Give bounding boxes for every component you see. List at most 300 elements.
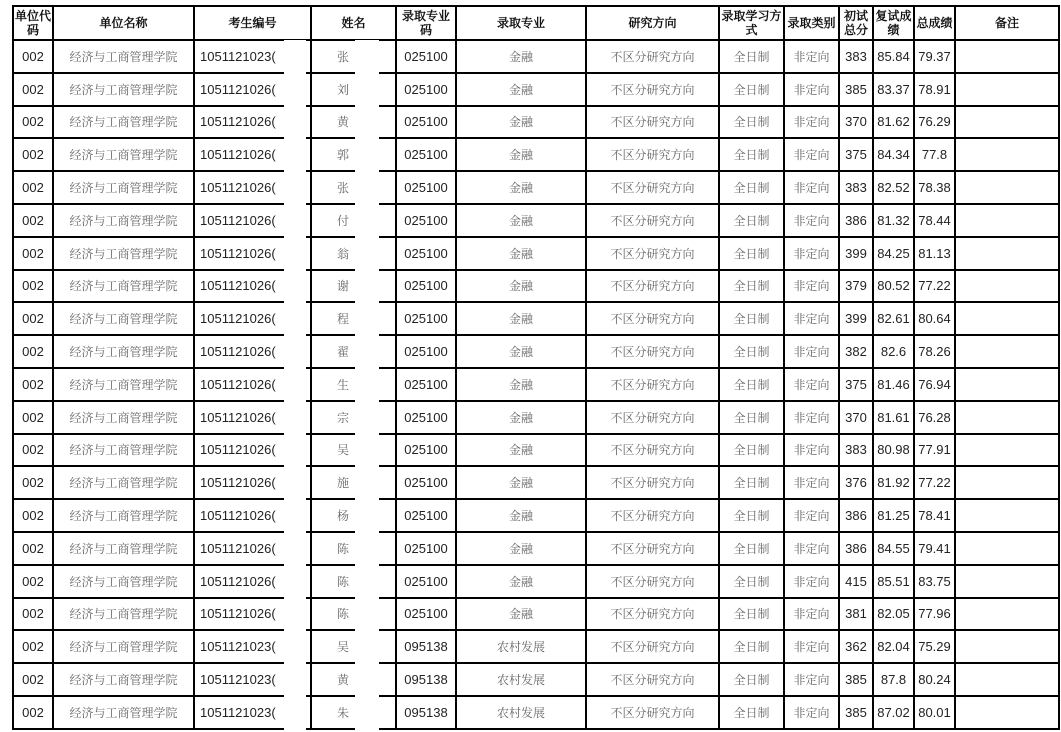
cell-unit-name: 经济与工商管理学院 bbox=[53, 466, 194, 499]
cell-total-score: 79.37 bbox=[914, 40, 955, 73]
cell-candidate-id: 1051121026( bbox=[194, 237, 311, 270]
cell-retest-score: 87.02 bbox=[873, 696, 914, 729]
header-research-direction: 研究方向 bbox=[586, 6, 719, 40]
cell-prelim-score: 399 bbox=[839, 237, 873, 270]
cell-unit-name: 经济与工商管理学院 bbox=[53, 171, 194, 204]
cell-unit-code: 002 bbox=[13, 73, 53, 106]
cell-candidate-id: 1051121023( bbox=[194, 630, 311, 663]
cell-admission-type: 非定向 bbox=[784, 73, 839, 106]
cell-candidate-id: 1051121026( bbox=[194, 598, 311, 631]
header-major-code: 录取专业码 bbox=[396, 6, 456, 40]
cell-prelim-score: 385 bbox=[839, 73, 873, 106]
table-row bbox=[13, 663, 1059, 696]
cell-study-mode: 全日制 bbox=[719, 171, 784, 204]
cell-candidate-id: 1051121026( bbox=[194, 106, 311, 139]
cell-candidate-id: 1051121026( bbox=[194, 73, 311, 106]
cell-prelim-score: 383 bbox=[839, 40, 873, 73]
cell-unit-code: 002 bbox=[13, 204, 53, 237]
cell-major-code: 025100 bbox=[396, 138, 456, 171]
cell-prelim-score: 385 bbox=[839, 663, 873, 696]
cell-research-direction: 不区分研究方向 bbox=[586, 434, 719, 467]
cell-name: 朱 bbox=[311, 696, 396, 729]
cell-major: 金融 bbox=[456, 40, 586, 73]
cell-remarks bbox=[955, 532, 1059, 565]
cell-research-direction: 不区分研究方向 bbox=[586, 532, 719, 565]
cell-remarks bbox=[955, 466, 1059, 499]
cell-unit-name: 经济与工商管理学院 bbox=[53, 499, 194, 532]
cell-candidate-id: 1051121023( bbox=[194, 663, 311, 696]
cell-major-code: 095138 bbox=[396, 663, 456, 696]
cell-admission-type: 非定向 bbox=[784, 138, 839, 171]
cell-major: 金融 bbox=[456, 368, 586, 401]
cell-unit-name: 经济与工商管理学院 bbox=[53, 302, 194, 335]
cell-major: 金融 bbox=[456, 106, 586, 139]
cell-research-direction: 不区分研究方向 bbox=[586, 138, 719, 171]
cell-admission-type: 非定向 bbox=[784, 40, 839, 73]
cell-admission-type: 非定向 bbox=[784, 270, 839, 303]
cell-remarks bbox=[955, 237, 1059, 270]
cell-name: 郭 bbox=[311, 138, 396, 171]
cell-total-score: 81.13 bbox=[914, 237, 955, 270]
cell-candidate-id: 1051121023( bbox=[194, 40, 311, 73]
cell-study-mode: 全日制 bbox=[719, 532, 784, 565]
cell-unit-name: 经济与工商管理学院 bbox=[53, 532, 194, 565]
cell-retest-score: 82.6 bbox=[873, 335, 914, 368]
cell-total-score: 80.24 bbox=[914, 663, 955, 696]
cell-name: 付 bbox=[311, 204, 396, 237]
cell-major-code: 025100 bbox=[396, 270, 456, 303]
cell-total-score: 78.44 bbox=[914, 204, 955, 237]
cell-candidate-id: 1051121026( bbox=[194, 171, 311, 204]
cell-major-code: 025100 bbox=[396, 401, 456, 434]
cell-name: 黄 bbox=[311, 106, 396, 139]
cell-name: 黄 bbox=[311, 663, 396, 696]
cell-total-score: 78.26 bbox=[914, 335, 955, 368]
cell-study-mode: 全日制 bbox=[719, 466, 784, 499]
table-row bbox=[13, 40, 1059, 73]
cell-name: 翁 bbox=[311, 237, 396, 270]
cell-total-score: 76.29 bbox=[914, 106, 955, 139]
cell-research-direction: 不区分研究方向 bbox=[586, 73, 719, 106]
cell-unit-code: 002 bbox=[13, 401, 53, 434]
cell-admission-type: 非定向 bbox=[784, 598, 839, 631]
cell-unit-code: 002 bbox=[13, 270, 53, 303]
cell-admission-type: 非定向 bbox=[784, 204, 839, 237]
cell-name: 施 bbox=[311, 466, 396, 499]
table-row bbox=[13, 598, 1059, 631]
cell-name: 陈 bbox=[311, 565, 396, 598]
cell-remarks bbox=[955, 401, 1059, 434]
cell-unit-code: 002 bbox=[13, 434, 53, 467]
cell-total-score: 75.29 bbox=[914, 630, 955, 663]
cell-remarks bbox=[955, 40, 1059, 73]
cell-study-mode: 全日制 bbox=[719, 630, 784, 663]
cell-candidate-id: 1051121026( bbox=[194, 532, 311, 565]
cell-candidate-id: 1051121026( bbox=[194, 434, 311, 467]
cell-unit-name: 经济与工商管理学院 bbox=[53, 434, 194, 467]
header-unit-code: 单位代码 bbox=[13, 6, 53, 40]
cell-remarks bbox=[955, 368, 1059, 401]
cell-major: 金融 bbox=[456, 401, 586, 434]
cell-retest-score: 81.61 bbox=[873, 401, 914, 434]
table-row bbox=[13, 138, 1059, 171]
cell-candidate-id: 1051121023( bbox=[194, 696, 311, 729]
cell-study-mode: 全日制 bbox=[719, 368, 784, 401]
cell-candidate-id: 1051121026( bbox=[194, 270, 311, 303]
cell-admission-type: 非定向 bbox=[784, 401, 839, 434]
cell-unit-code: 002 bbox=[13, 565, 53, 598]
cell-remarks bbox=[955, 204, 1059, 237]
cell-study-mode: 全日制 bbox=[719, 237, 784, 270]
cell-remarks bbox=[955, 598, 1059, 631]
cell-study-mode: 全日制 bbox=[719, 40, 784, 73]
cell-study-mode: 全日制 bbox=[719, 434, 784, 467]
cell-unit-code: 002 bbox=[13, 138, 53, 171]
cell-admission-type: 非定向 bbox=[784, 663, 839, 696]
cell-study-mode: 全日制 bbox=[719, 106, 784, 139]
cell-research-direction: 不区分研究方向 bbox=[586, 335, 719, 368]
cell-admission-type: 非定向 bbox=[784, 302, 839, 335]
admission-table bbox=[12, 5, 1060, 730]
cell-study-mode: 全日制 bbox=[719, 73, 784, 106]
cell-name: 刘 bbox=[311, 73, 396, 106]
cell-retest-score: 84.34 bbox=[873, 138, 914, 171]
cell-unit-code: 002 bbox=[13, 598, 53, 631]
cell-prelim-score: 385 bbox=[839, 696, 873, 729]
cell-major: 金融 bbox=[456, 598, 586, 631]
cell-remarks bbox=[955, 73, 1059, 106]
cell-unit-code: 002 bbox=[13, 696, 53, 729]
table-row bbox=[13, 434, 1059, 467]
cell-total-score: 77.22 bbox=[914, 466, 955, 499]
cell-major-code: 025100 bbox=[396, 106, 456, 139]
cell-research-direction: 不区分研究方向 bbox=[586, 204, 719, 237]
cell-unit-code: 002 bbox=[13, 630, 53, 663]
cell-admission-type: 非定向 bbox=[784, 335, 839, 368]
cell-name: 生 bbox=[311, 368, 396, 401]
header-admission-type: 录取类别 bbox=[784, 6, 839, 40]
cell-research-direction: 不区分研究方向 bbox=[586, 696, 719, 729]
cell-study-mode: 全日制 bbox=[719, 302, 784, 335]
cell-unit-code: 002 bbox=[13, 237, 53, 270]
cell-name: 宗 bbox=[311, 401, 396, 434]
cell-remarks bbox=[955, 138, 1059, 171]
header-prelim-score: 初试总分 bbox=[839, 6, 873, 40]
cell-major-code: 025100 bbox=[396, 204, 456, 237]
cell-total-score: 77.22 bbox=[914, 270, 955, 303]
cell-major: 金融 bbox=[456, 204, 586, 237]
cell-major: 农村发展 bbox=[456, 696, 586, 729]
header-unit-name: 单位名称 bbox=[53, 6, 194, 40]
cell-major: 金融 bbox=[456, 171, 586, 204]
redaction-mask-name bbox=[355, 40, 379, 730]
cell-remarks bbox=[955, 434, 1059, 467]
cell-retest-score: 80.52 bbox=[873, 270, 914, 303]
cell-prelim-score: 386 bbox=[839, 499, 873, 532]
cell-study-mode: 全日制 bbox=[719, 565, 784, 598]
cell-unit-name: 经济与工商管理学院 bbox=[53, 696, 194, 729]
cell-unit-name: 经济与工商管理学院 bbox=[53, 106, 194, 139]
cell-unit-code: 002 bbox=[13, 466, 53, 499]
table-row bbox=[13, 532, 1059, 565]
cell-research-direction: 不区分研究方向 bbox=[586, 401, 719, 434]
table-row bbox=[13, 368, 1059, 401]
cell-major-code: 025100 bbox=[396, 368, 456, 401]
cell-prelim-score: 375 bbox=[839, 138, 873, 171]
cell-major-code: 025100 bbox=[396, 40, 456, 73]
cell-name: 翟 bbox=[311, 335, 396, 368]
cell-prelim-score: 399 bbox=[839, 302, 873, 335]
cell-unit-code: 002 bbox=[13, 663, 53, 696]
cell-total-score: 77.91 bbox=[914, 434, 955, 467]
cell-major: 金融 bbox=[456, 434, 586, 467]
cell-study-mode: 全日制 bbox=[719, 401, 784, 434]
cell-prelim-score: 383 bbox=[839, 171, 873, 204]
cell-total-score: 77.8 bbox=[914, 138, 955, 171]
cell-prelim-score: 383 bbox=[839, 434, 873, 467]
cell-major-code: 025100 bbox=[396, 434, 456, 467]
cell-retest-score: 81.62 bbox=[873, 106, 914, 139]
cell-major: 金融 bbox=[456, 565, 586, 598]
cell-unit-name: 经济与工商管理学院 bbox=[53, 565, 194, 598]
cell-research-direction: 不区分研究方向 bbox=[586, 630, 719, 663]
header-candidate-id: 考生编号 bbox=[194, 6, 311, 40]
cell-study-mode: 全日制 bbox=[719, 663, 784, 696]
cell-major-code: 025100 bbox=[396, 335, 456, 368]
table-row bbox=[13, 499, 1059, 532]
cell-major: 金融 bbox=[456, 466, 586, 499]
cell-total-score: 77.96 bbox=[914, 598, 955, 631]
cell-admission-type: 非定向 bbox=[784, 499, 839, 532]
cell-retest-score: 81.92 bbox=[873, 466, 914, 499]
cell-prelim-score: 382 bbox=[839, 335, 873, 368]
cell-unit-name: 经济与工商管理学院 bbox=[53, 368, 194, 401]
cell-major: 农村发展 bbox=[456, 630, 586, 663]
cell-remarks bbox=[955, 663, 1059, 696]
cell-total-score: 80.64 bbox=[914, 302, 955, 335]
cell-prelim-score: 386 bbox=[839, 204, 873, 237]
cell-candidate-id: 1051121026( bbox=[194, 368, 311, 401]
table-row bbox=[13, 630, 1059, 663]
cell-admission-type: 非定向 bbox=[784, 434, 839, 467]
cell-admission-type: 非定向 bbox=[784, 532, 839, 565]
cell-major-code: 025100 bbox=[396, 302, 456, 335]
header-remarks: 备注 bbox=[955, 6, 1059, 40]
cell-major: 金融 bbox=[456, 138, 586, 171]
cell-research-direction: 不区分研究方向 bbox=[586, 237, 719, 270]
table-row bbox=[13, 466, 1059, 499]
cell-name: 谢 bbox=[311, 270, 396, 303]
cell-total-score: 79.41 bbox=[914, 532, 955, 565]
cell-research-direction: 不区分研究方向 bbox=[586, 302, 719, 335]
cell-research-direction: 不区分研究方向 bbox=[586, 466, 719, 499]
cell-admission-type: 非定向 bbox=[784, 106, 839, 139]
header-name: 姓名 bbox=[311, 6, 396, 40]
cell-unit-code: 002 bbox=[13, 532, 53, 565]
cell-research-direction: 不区分研究方向 bbox=[586, 663, 719, 696]
cell-major-code: 095138 bbox=[396, 696, 456, 729]
cell-remarks bbox=[955, 565, 1059, 598]
cell-name: 吴 bbox=[311, 434, 396, 467]
cell-retest-score: 82.04 bbox=[873, 630, 914, 663]
table-row bbox=[13, 171, 1059, 204]
cell-admission-type: 非定向 bbox=[784, 368, 839, 401]
cell-major: 金融 bbox=[456, 302, 586, 335]
cell-prelim-score: 381 bbox=[839, 598, 873, 631]
cell-retest-score: 81.46 bbox=[873, 368, 914, 401]
table-row bbox=[13, 106, 1059, 139]
cell-major-code: 025100 bbox=[396, 237, 456, 270]
cell-remarks bbox=[955, 171, 1059, 204]
cell-admission-type: 非定向 bbox=[784, 696, 839, 729]
cell-prelim-score: 362 bbox=[839, 630, 873, 663]
cell-name: 陈 bbox=[311, 532, 396, 565]
cell-research-direction: 不区分研究方向 bbox=[586, 565, 719, 598]
cell-admission-type: 非定向 bbox=[784, 565, 839, 598]
header-major: 录取专业 bbox=[456, 6, 586, 40]
table-row bbox=[13, 237, 1059, 270]
cell-study-mode: 全日制 bbox=[719, 499, 784, 532]
cell-retest-score: 85.51 bbox=[873, 565, 914, 598]
cell-retest-score: 81.25 bbox=[873, 499, 914, 532]
cell-major: 金融 bbox=[456, 499, 586, 532]
header-row bbox=[13, 6, 1059, 40]
cell-unit-name: 经济与工商管理学院 bbox=[53, 630, 194, 663]
cell-name: 张 bbox=[311, 40, 396, 73]
cell-name: 程 bbox=[311, 302, 396, 335]
cell-major-code: 025100 bbox=[396, 532, 456, 565]
cell-name: 张 bbox=[311, 171, 396, 204]
cell-retest-score: 84.55 bbox=[873, 532, 914, 565]
cell-major-code: 025100 bbox=[396, 598, 456, 631]
cell-study-mode: 全日制 bbox=[719, 204, 784, 237]
cell-admission-type: 非定向 bbox=[784, 171, 839, 204]
cell-major: 金融 bbox=[456, 270, 586, 303]
cell-candidate-id: 1051121026( bbox=[194, 302, 311, 335]
cell-prelim-score: 370 bbox=[839, 401, 873, 434]
cell-unit-code: 002 bbox=[13, 368, 53, 401]
cell-major: 金融 bbox=[456, 532, 586, 565]
cell-major-code: 025100 bbox=[396, 171, 456, 204]
cell-unit-code: 002 bbox=[13, 171, 53, 204]
cell-candidate-id: 1051121026( bbox=[194, 138, 311, 171]
cell-major: 金融 bbox=[456, 335, 586, 368]
cell-unit-name: 经济与工商管理学院 bbox=[53, 335, 194, 368]
table-row bbox=[13, 302, 1059, 335]
cell-admission-type: 非定向 bbox=[784, 237, 839, 270]
cell-candidate-id: 1051121026( bbox=[194, 335, 311, 368]
cell-remarks bbox=[955, 499, 1059, 532]
cell-unit-name: 经济与工商管理学院 bbox=[53, 73, 194, 106]
table-row bbox=[13, 401, 1059, 434]
cell-total-score: 83.75 bbox=[914, 565, 955, 598]
cell-retest-score: 80.98 bbox=[873, 434, 914, 467]
cell-prelim-score: 415 bbox=[839, 565, 873, 598]
cell-admission-type: 非定向 bbox=[784, 630, 839, 663]
cell-remarks bbox=[955, 302, 1059, 335]
cell-research-direction: 不区分研究方向 bbox=[586, 499, 719, 532]
cell-research-direction: 不区分研究方向 bbox=[586, 598, 719, 631]
cell-retest-score: 84.25 bbox=[873, 237, 914, 270]
cell-major-code: 025100 bbox=[396, 466, 456, 499]
cell-remarks bbox=[955, 696, 1059, 729]
cell-unit-name: 经济与工商管理学院 bbox=[53, 138, 194, 171]
table-row bbox=[13, 335, 1059, 368]
cell-admission-type: 非定向 bbox=[784, 466, 839, 499]
cell-study-mode: 全日制 bbox=[719, 598, 784, 631]
table-row bbox=[13, 696, 1059, 729]
cell-prelim-score: 376 bbox=[839, 466, 873, 499]
cell-study-mode: 全日制 bbox=[719, 335, 784, 368]
cell-unit-name: 经济与工商管理学院 bbox=[53, 401, 194, 434]
cell-unit-code: 002 bbox=[13, 106, 53, 139]
cell-total-score: 78.38 bbox=[914, 171, 955, 204]
cell-prelim-score: 379 bbox=[839, 270, 873, 303]
table-row bbox=[13, 73, 1059, 106]
cell-study-mode: 全日制 bbox=[719, 696, 784, 729]
cell-candidate-id: 1051121026( bbox=[194, 565, 311, 598]
cell-retest-score: 82.61 bbox=[873, 302, 914, 335]
cell-retest-score: 85.84 bbox=[873, 40, 914, 73]
cell-retest-score: 87.8 bbox=[873, 663, 914, 696]
cell-retest-score: 83.37 bbox=[873, 73, 914, 106]
cell-unit-code: 002 bbox=[13, 40, 53, 73]
cell-prelim-score: 375 bbox=[839, 368, 873, 401]
table-row bbox=[13, 565, 1059, 598]
cell-retest-score: 82.52 bbox=[873, 171, 914, 204]
cell-major: 金融 bbox=[456, 237, 586, 270]
cell-name: 吴 bbox=[311, 630, 396, 663]
cell-prelim-score: 386 bbox=[839, 532, 873, 565]
cell-total-score: 80.01 bbox=[914, 696, 955, 729]
cell-candidate-id: 1051121026( bbox=[194, 466, 311, 499]
cell-unit-name: 经济与工商管理学院 bbox=[53, 204, 194, 237]
cell-name: 陈 bbox=[311, 598, 396, 631]
cell-research-direction: 不区分研究方向 bbox=[586, 270, 719, 303]
cell-research-direction: 不区分研究方向 bbox=[586, 106, 719, 139]
cell-remarks bbox=[955, 630, 1059, 663]
cell-major-code: 025100 bbox=[396, 499, 456, 532]
cell-unit-name: 经济与工商管理学院 bbox=[53, 237, 194, 270]
cell-unit-name: 经济与工商管理学院 bbox=[53, 598, 194, 631]
cell-research-direction: 不区分研究方向 bbox=[586, 40, 719, 73]
cell-remarks bbox=[955, 335, 1059, 368]
cell-candidate-id: 1051121026( bbox=[194, 499, 311, 532]
cell-unit-name: 经济与工商管理学院 bbox=[53, 270, 194, 303]
cell-candidate-id: 1051121026( bbox=[194, 204, 311, 237]
header-total-score: 总成绩 bbox=[914, 6, 955, 40]
cell-study-mode: 全日制 bbox=[719, 138, 784, 171]
cell-major: 金融 bbox=[456, 73, 586, 106]
cell-unit-name: 经济与工商管理学院 bbox=[53, 663, 194, 696]
cell-retest-score: 81.32 bbox=[873, 204, 914, 237]
header-study-mode: 录取学习方式 bbox=[719, 6, 784, 40]
cell-candidate-id: 1051121026( bbox=[194, 401, 311, 434]
cell-total-score: 76.94 bbox=[914, 368, 955, 401]
header-retest-score: 复试成绩 bbox=[873, 6, 914, 40]
cell-unit-name: 经济与工商管理学院 bbox=[53, 40, 194, 73]
cell-total-score: 78.41 bbox=[914, 499, 955, 532]
cell-unit-code: 002 bbox=[13, 499, 53, 532]
cell-total-score: 78.91 bbox=[914, 73, 955, 106]
cell-major-code: 025100 bbox=[396, 73, 456, 106]
cell-name: 杨 bbox=[311, 499, 396, 532]
cell-remarks bbox=[955, 270, 1059, 303]
cell-unit-code: 002 bbox=[13, 302, 53, 335]
redaction-mask-id bbox=[284, 40, 306, 730]
cell-prelim-score: 370 bbox=[839, 106, 873, 139]
cell-research-direction: 不区分研究方向 bbox=[586, 171, 719, 204]
